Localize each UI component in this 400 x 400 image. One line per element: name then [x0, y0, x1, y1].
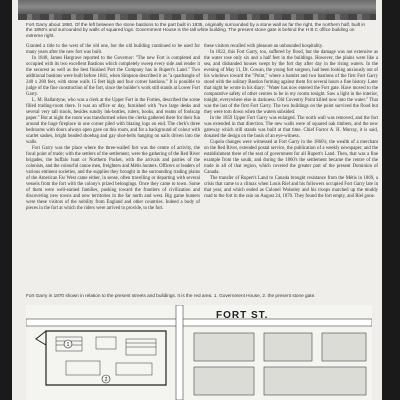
left-paragraph-2: In 1848, James Hargrave reported to the Governor: "The new Fort is completed and occupied with its two excellent Bastions which completely sweep every side and render it the securest as well as the best finished Port the Company has in Rupert's Land." Two additional bastions were built before 1841, when Simpson described it as "a quadrangle of 240 x 280 feet, with stone walls 15 feet high and four corner bastions." It is possible to judge of the fine construction of the fort, since the builder's work still stands at Lower Fort Garry.: [26, 56, 200, 98]
right-paragraph-4: Cupola changes were witnessed at Fort Garry in the 1860's; the wealth of a merchant on the Red River, extended postal service, the publication of a weekly newspaper, and the establishment there of the seat of government for all Rupert's Land. Then, that was a fine example from the south, and during the 1860's the settlement became the centre of the trade in all of that region, which covered the greater part of the present Dominion of Canada.: [204, 140, 378, 176]
map-marker-2-label: 2: [104, 377, 108, 383]
street-label-fort-st: FORT ST.: [216, 310, 269, 321]
left-paragraph-4: Fort Garry was the place where the three-walled fort was the centre of activity, the focal point of trade; with the settlers of the settlement, were the gathering of the Red River brigades, the buffalo hunt or Northern Packet, with the arrivals and parties of the colonists, and the colourful canoe men, freighters and Métis hunters. Officers or leaders of various eminent societies, and the supplies they brought in the surrounding trading plains of the American Far West came either, in sense, often travelling or departing with several vessels from the fort with the colony's prized belongings. Once they came to town. Some of them were well-earned families, pushing toward the frontiers of civilization and discovering new towns and new territories in the far north and west. Big game hunters were these visitors of the nobility from England and other countries. Indeed a body of pieces in the fort at which the riders were arrived to provide, to the fort.: [26, 146, 200, 212]
street-map-svg: [26, 305, 372, 400]
left-paragraph-1: Granted a title to the west of the old one, but the old building continued to be used for many years after the new fort was built.: [26, 44, 200, 56]
map-caption: Fort Garry in 1870 shown in relation to the present streets and buildings. It is the red area. 1. Government House, 2. the present stone gate.: [26, 293, 316, 298]
right-paragraph-2: In 1822, this Fort Garry, too, suffered by flood, but the damage was not extensive as the water rose only six and a half feet in the buildings. However, the plains were like a sea, and disbanded houses swept by the fort day after day in the rising waters. In the evening of May 11, Dr. Cowan, the young fort surgeon, had been looking anxiously out of his windows toward the "Point," where a hamlet and two bastions of the first Fort Garry stood with the solitary Bastion forming against them for several hours a fine history. Later that night he wrote in his diary: "Water has now entered the Fort gate. Have moved to the comparative safety of other centres to be in my rooms tonight. Saw a light in the interior, tonight, everywhere else in darkness. Old Coventry Point killed now into the water." That was the last of the first Fort Garry. The two buildings on the point survived the flood but they were torn down when the waters subsided.: [204, 50, 378, 116]
right-paragraph-3: In the 1859 Upper Fort Garry was enlarged. The north wall was removed, and the fort was extended in that direction. The new walls were of squared oak timbers, and the new gateway which still stands was built at that time. Chief Factor A. H. Murray, it is said, donated the design on the basis of an eye-witness.: [204, 116, 378, 140]
photo-caption: Fort Garry about 1880. Of the left between the stone bastions to the part built in 1835, originally surrounded by a stone wall as far the right, the northern half, built in the 1850's and surrounded by walls of squared logs. Government House is the tall white building. The present stone gate is behind the H B C office building on extreme right.: [26, 22, 366, 38]
map-marker-1-label: 1: [66, 342, 70, 348]
street-horizontal: [26, 319, 372, 326]
left-paragraph-3: L. M. Ballantyne, who was a clerk at the Upper Fort in the Forties, described the scene filled trading-room there. It was an office or day, furnished with "two large desks and several very tall stools, besides sundry ink-bottles, rulers, books, and reams of foolscap paper." But at night the room was transformed when the clerks gathered there for their fun around the huge fireplace in one corner piled with blazing logs on end. The clerk's three bedrooms with doors always open gave on this room, and for a background of colour with scarlet sashes, bright beaded shoebag and gay shot-belts hanging on nails driven into the walls.: [26, 98, 200, 146]
street-vertical: [176, 305, 183, 400]
fort-garry-map: [26, 305, 372, 400]
fort-garry-photo: [18, 0, 376, 20]
right-column: [204, 44, 378, 200]
document-page: [12, 0, 382, 400]
left-column: [26, 44, 200, 212]
right-paragraph-1: these visitors recalled with pleasure an unbounded hospitality.: [204, 44, 324, 49]
right-paragraph-5: The transfer of Rupert's Land to Canada brought resistance from the Métis in 1869, a crisis that came to a climax when Louis Riel and his followers occupied Fort Garry late in that year, and which ended as Colonel Wolseley and his troops marched up the muddy road to the fort in the rain on August 24, 1870. They found the fort empty, and Riel gone.: [204, 176, 378, 200]
